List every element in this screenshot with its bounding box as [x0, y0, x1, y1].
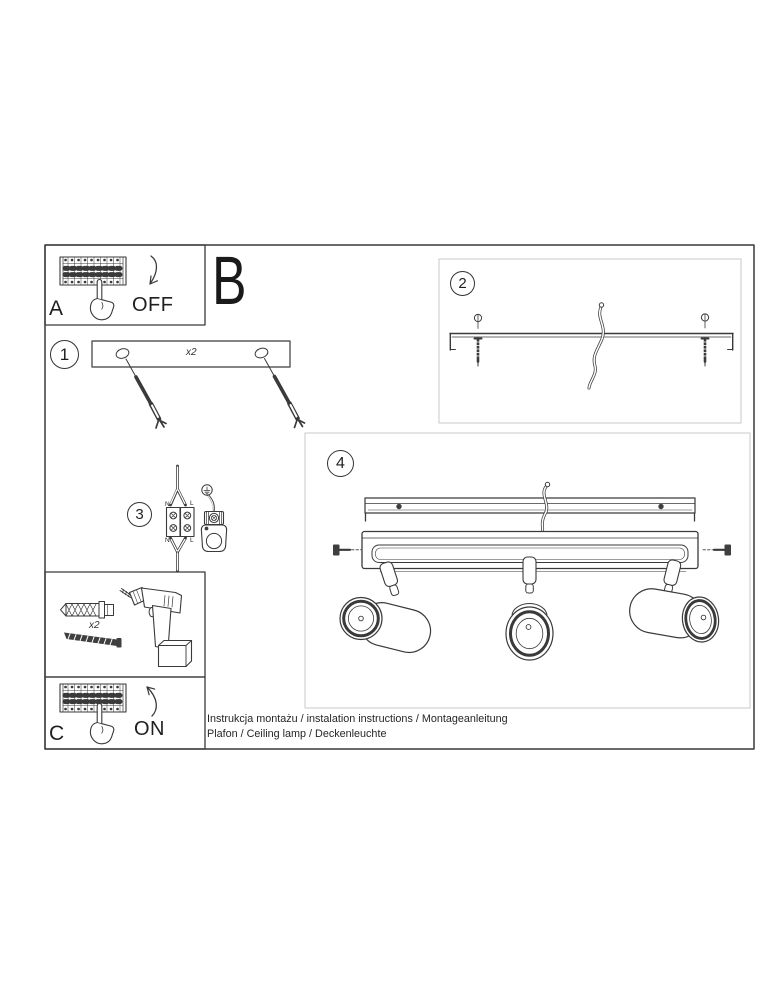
step1-number	[50, 340, 79, 369]
ceiling-lamp	[333, 482, 731, 660]
step1-number-text: 1	[59, 344, 70, 364]
pivot-stem-middle	[523, 557, 536, 593]
side-screw-right-icon	[703, 545, 731, 556]
outer-border	[45, 242, 754, 749]
side-screw-left-icon	[333, 545, 361, 556]
screw-anchor-left-icon	[126, 359, 166, 428]
step2-number	[450, 271, 475, 296]
terminal-block-icon	[167, 466, 195, 571]
arrow-down-icon	[150, 256, 157, 284]
step4-number-text: 4	[336, 454, 345, 472]
panel-c-label: C	[49, 722, 65, 745]
ground-clamp-icon	[201, 485, 226, 552]
breaker-panel-icon-c	[60, 684, 126, 712]
on-label: ON	[134, 718, 165, 740]
step3-number-text: 3	[135, 506, 144, 523]
arrow-up-icon	[147, 687, 156, 716]
step3-number	[127, 502, 152, 527]
terminal-label-n-bottom: N	[165, 537, 170, 544]
spotlight-left	[340, 598, 435, 658]
step4-number	[327, 450, 354, 477]
screw-right-step2-icon	[701, 314, 708, 366]
screw-left-step2-icon	[474, 314, 481, 366]
off-label: OFF	[132, 294, 174, 316]
wall-plug-icon	[61, 602, 114, 619]
step1-quantity-label: x2	[186, 347, 197, 358]
terminal-label-l-top: L	[190, 500, 194, 507]
drill-icon	[120, 588, 192, 667]
panel-b-label: B	[212, 242, 247, 319]
footer-instructions-line: Instrukcja montażu / instalation instructions / Montageanleitung	[207, 713, 508, 725]
footer-product-line: Plafon / Ceiling lamp / Deckenleuchte	[207, 728, 387, 740]
breaker-panel-icon-a	[60, 257, 126, 285]
cable-step2	[589, 303, 604, 388]
screw-anchor-right-icon	[265, 359, 305, 428]
panel-a-label: A	[49, 297, 64, 320]
mounting-bar-step2	[450, 334, 733, 351]
terminal-label-l-bottom: L	[190, 537, 194, 544]
step2-number-text: 2	[458, 275, 467, 292]
screw-long-icon	[64, 633, 122, 648]
brick-wall-step2	[439, 259, 741, 423]
spotlight-right	[626, 585, 721, 644]
tools-quantity-label: x2	[89, 620, 100, 631]
lamp-mounting-bar	[365, 498, 695, 521]
earth-symbol-icon	[202, 485, 212, 495]
terminal-label-n-top: N	[165, 501, 170, 508]
spotlight-middle	[506, 604, 553, 661]
